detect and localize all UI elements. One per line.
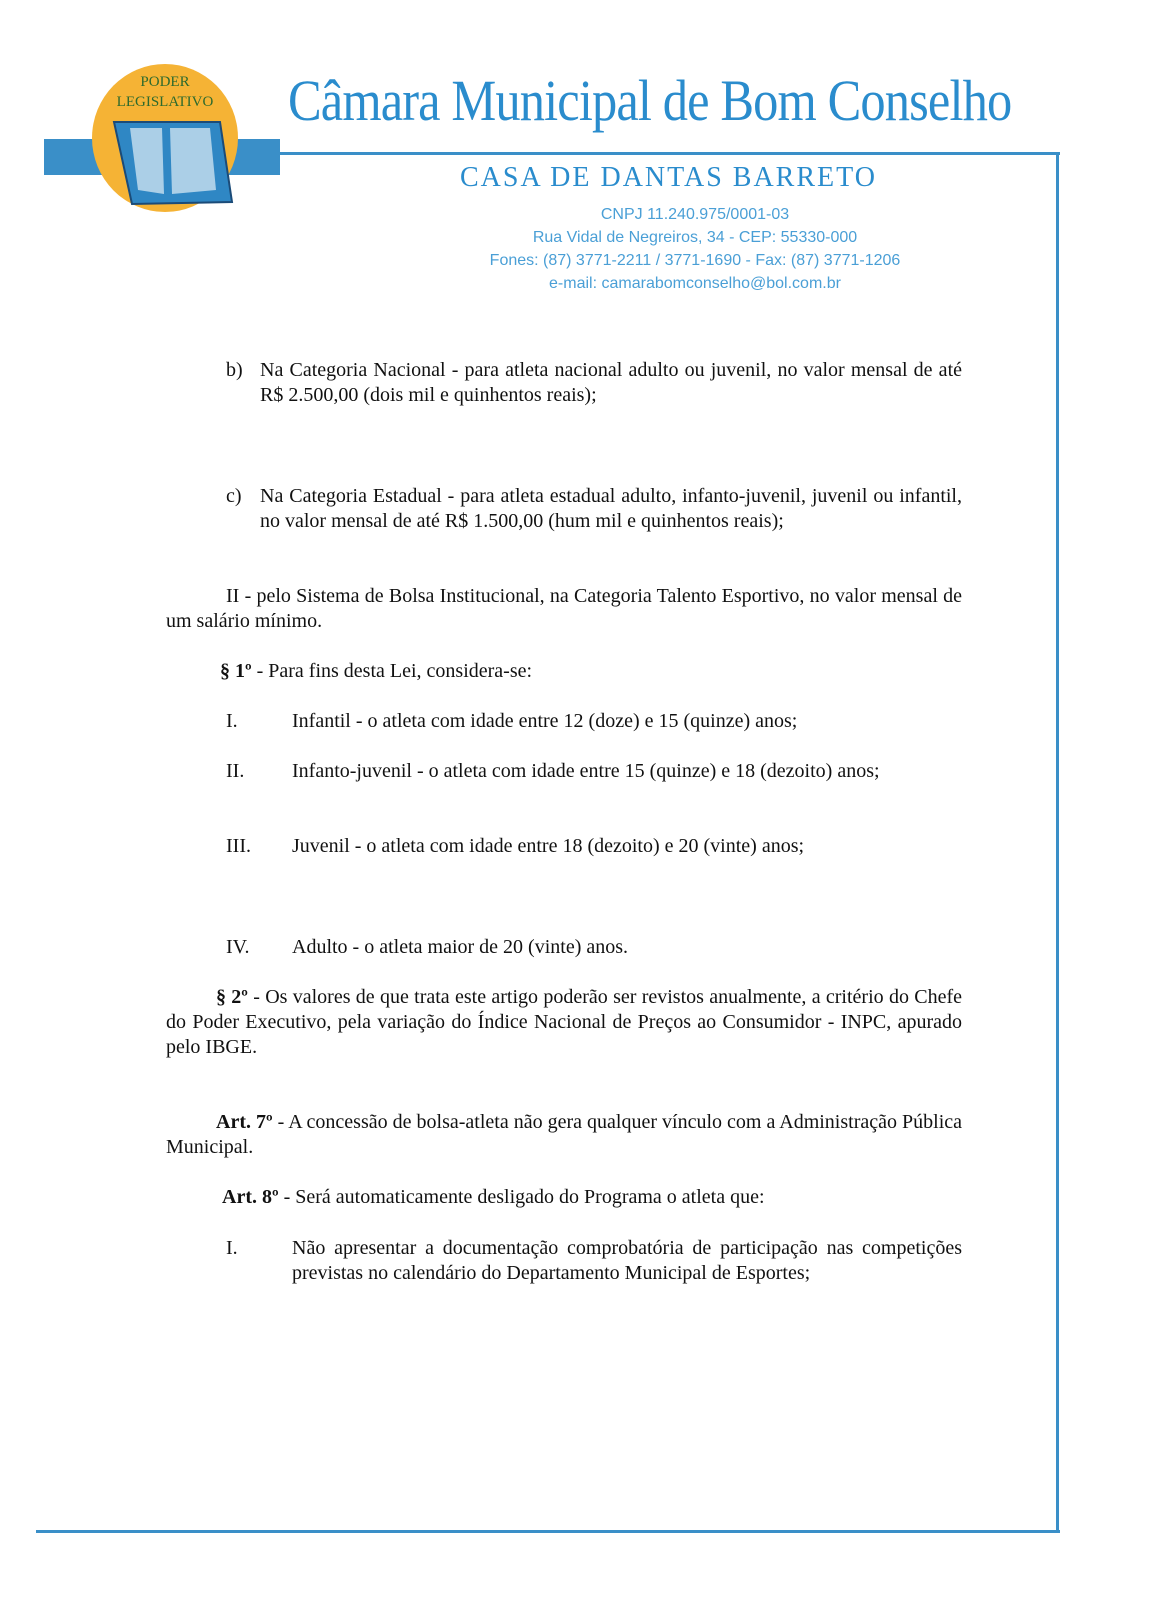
paragraph-label: § 2º: [216, 986, 248, 1008]
article-8: [222, 1185, 962, 1210]
definition-text: Juvenil - o atleta com idade entre 18 (dezoito) e 20 (vinte) anos;: [292, 835, 805, 857]
item-text: Na Categoria Estadual - para atleta estadual adulto, infanto-juvenil, juvenil ou infantil, no valor mensal de até R$ 1.500,00 (hum mil e quinhentos reais);: [260, 485, 962, 532]
address: Rua Vidal de Negreiros, 34 - CEP: 55330-000: [532, 229, 858, 246]
item-b: [226, 358, 962, 408]
item-text: Na Categoria Nacional - para atleta nacional adulto ou juvenil, no valor mensal de até R$ 2.500,00 (dois mil e quinhentos reais);: [260, 359, 962, 406]
document-body: [166, 358, 962, 1286]
article-label: Art. 7º: [216, 1111, 273, 1133]
svg-text:LEGISLATIVO: LEGISLATIVO: [116, 94, 214, 110]
phones: Fones: (87) 3771-2211 / 3771-1690 - Fax: (87) 3771-1206: [489, 252, 901, 269]
paragraph-text: - Para fins desta Lei, considera-se:: [251, 660, 533, 682]
header-rule: [280, 152, 1060, 155]
definition-text: Infanto-juvenil - o atleta com idade entre 15 (quinze) e 18 (dezoito) anos;: [292, 760, 880, 782]
paragraph-2: [166, 985, 962, 1060]
paragraph-label: § 1º: [220, 660, 252, 682]
definition-number: III.: [226, 835, 251, 857]
item-label: b): [226, 359, 243, 381]
article-8-item-i: [226, 1236, 962, 1286]
logo: [44, 64, 284, 214]
institution-subtitle: CASA DE DANTAS BARRETO: [460, 162, 877, 193]
definition-item: [226, 834, 962, 859]
definition-number: II.: [226, 760, 245, 782]
definition-item: [226, 935, 962, 960]
right-border: [1056, 152, 1059, 1532]
definition-number: IV.: [226, 936, 250, 958]
definition-text: Adulto - o atleta maior de 20 (vinte) anos.: [292, 936, 629, 958]
article-label: Art. 8º: [222, 1186, 279, 1208]
svg-text:PODER: PODER: [140, 74, 190, 90]
definition-number: I.: [226, 710, 238, 732]
definition-item: [226, 759, 962, 784]
paragraph-text: - Os valores de que trata este artigo poderão ser revistos anualmente, a critério do Chefe do Poder Executivo, pela variação do Índice Nacional de Preços ao Consumidor - INPC, apurado pelo IBGE.: [166, 986, 963, 1058]
paragraph-1: [220, 659, 962, 684]
item-number: I.: [226, 1237, 238, 1259]
article-text: - A concessão de bolsa-atleta não gera qualquer vínculo com a Administração Pública Municipal.: [166, 1111, 963, 1158]
article-text: - Será automaticamente desligado do Programa o atleta que:: [278, 1186, 765, 1208]
item-label: c): [226, 485, 242, 507]
article-7: [166, 1110, 962, 1160]
institution-title: Câmara Municipal de Bom Conselho: [288, 68, 1012, 133]
item-text: Não apresentar a documentação comprobatória de participação nas competições previstas no calendário do Departamento Municipal de Esportes;: [292, 1237, 962, 1284]
bottom-border: [36, 1530, 1060, 1533]
email: e-mail: camarabomconselho@bol.com.br: [549, 275, 841, 292]
definition-item: [226, 709, 962, 734]
item-c: [226, 484, 962, 534]
paragraph-ii: II - pelo Sistema de Bolsa Institucional, na Categoria Talento Esportivo, no valor mensal de um salário mínimo.: [166, 585, 962, 632]
cnpj: CNPJ 11.240.975/0001-03: [600, 206, 790, 223]
definition-text: Infantil - o atleta com idade entre 12 (doze) e 15 (quinze) anos;: [292, 710, 798, 732]
